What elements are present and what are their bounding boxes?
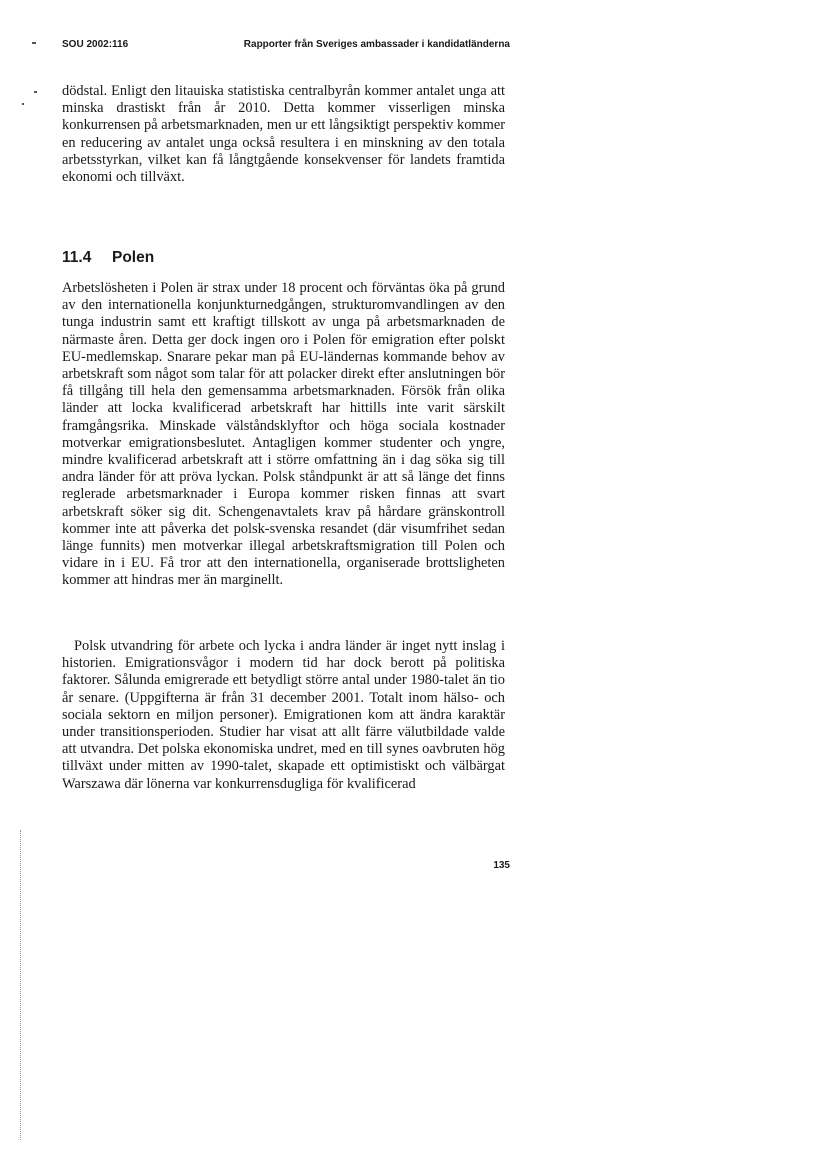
section-title: Polen: [112, 249, 155, 266]
scan-artifact: [32, 42, 36, 44]
page-number: 135: [493, 860, 510, 871]
report-code: SOU 2002:116: [62, 39, 129, 50]
section-number: 11.4: [62, 249, 92, 266]
scan-artifact: [22, 103, 24, 105]
running-header: [62, 39, 510, 55]
paragraph-poland-emigration: Polsk utvandring för arbete och lycka i andra länder är inget nytt inslag i historien. Emigrationsvågor i modern tid har dock berott på politiska faktorer. Sålunda emigrerade ett betydligt större antal under 1980-talet än tio år senare. (Uppgifterna är från 31 december 2001. Totalt inom hälso- och sociala sektorn en miljon personer). Emigrationen kom att ändra karaktär under transitionsperioden. Studier har visat att allt färre välutbildade valde att utvandra. Det polska ekonomiska undret, med en till synes oavbruten hög tillväxt under mitten av 1990-talet, skapade ett optimistiskt och välbärgat Warszawa där lönerna var konkurrensdugliga för kvalificerad: [62, 638, 505, 792]
scan-artifact: [34, 91, 37, 93]
paragraph-poland-unemployment: Arbetslösheten i Polen är strax under 18 procent och förväntas öka på grund av den internationella konjunkturnedgången, strukturomvandlingen av den tunga industrin samt ett kraftigt tillskott av unga på arbetsmarknaden de närmaste åren. Detta ger dock ingen oro i Polen för emigration efter polskt EU-medlemskap. Snarare pekar man på EU-ländernas kommande behov av arbetskraft som något som talar för att polacker direkt efter anslutningen bör få tillgång till hela den gemensamma arbetsmarknaden. Försök från olika länder att locka kvalificerad arbetskraft har hittills inte varit särskilt framgångsrika. Minskade välståndsklyftor och höga sociala kostnader motverkar emigrationsbeslutet. Antagligen kommer studenter och yngre, mindre kvalificerad arbetskraft att i större omfattning än i dag söka sig till andra länder för att pröva lyckan. Polsk ståndpunkt är att så länge det finns reglerade arbetsmarknader i Europa kommer risken finnas att svart arbetskraft söker sig dit. Schengenavtalets krav på hårdare gränskontroll kommer inte att påverka det polsk-svenska resandet (där visumfrihet sedan länge funnits) men motverkar illegal arbetskraftsmigration till Polen och vidare in i EU. Få tror att den internationella, organiserade brottsligheten kommer att hindras mer än marginellt.: [62, 280, 505, 589]
scan-edge-line: [20, 830, 22, 1140]
report-title: Rapporter från Sveriges ambassader i kandidatländerna: [243, 39, 510, 50]
section-heading: [62, 249, 154, 267]
paragraph-lithuania-continued: dödstal. Enligt den litauiska statistiska centralbyrån kommer antalet unga att minska drastiskt från år 2010. Detta kommer visserligen minska konkurrensen på arbetsmarknaden, men ur ett långsiktigt perspektiv kommer en reducering av antalet unga också resultera i en minskning av den totala arbetsstyrkan, vilket kan få långtgående konsekvenser för landets framtida ekonomi och tillväxt.: [62, 83, 505, 186]
